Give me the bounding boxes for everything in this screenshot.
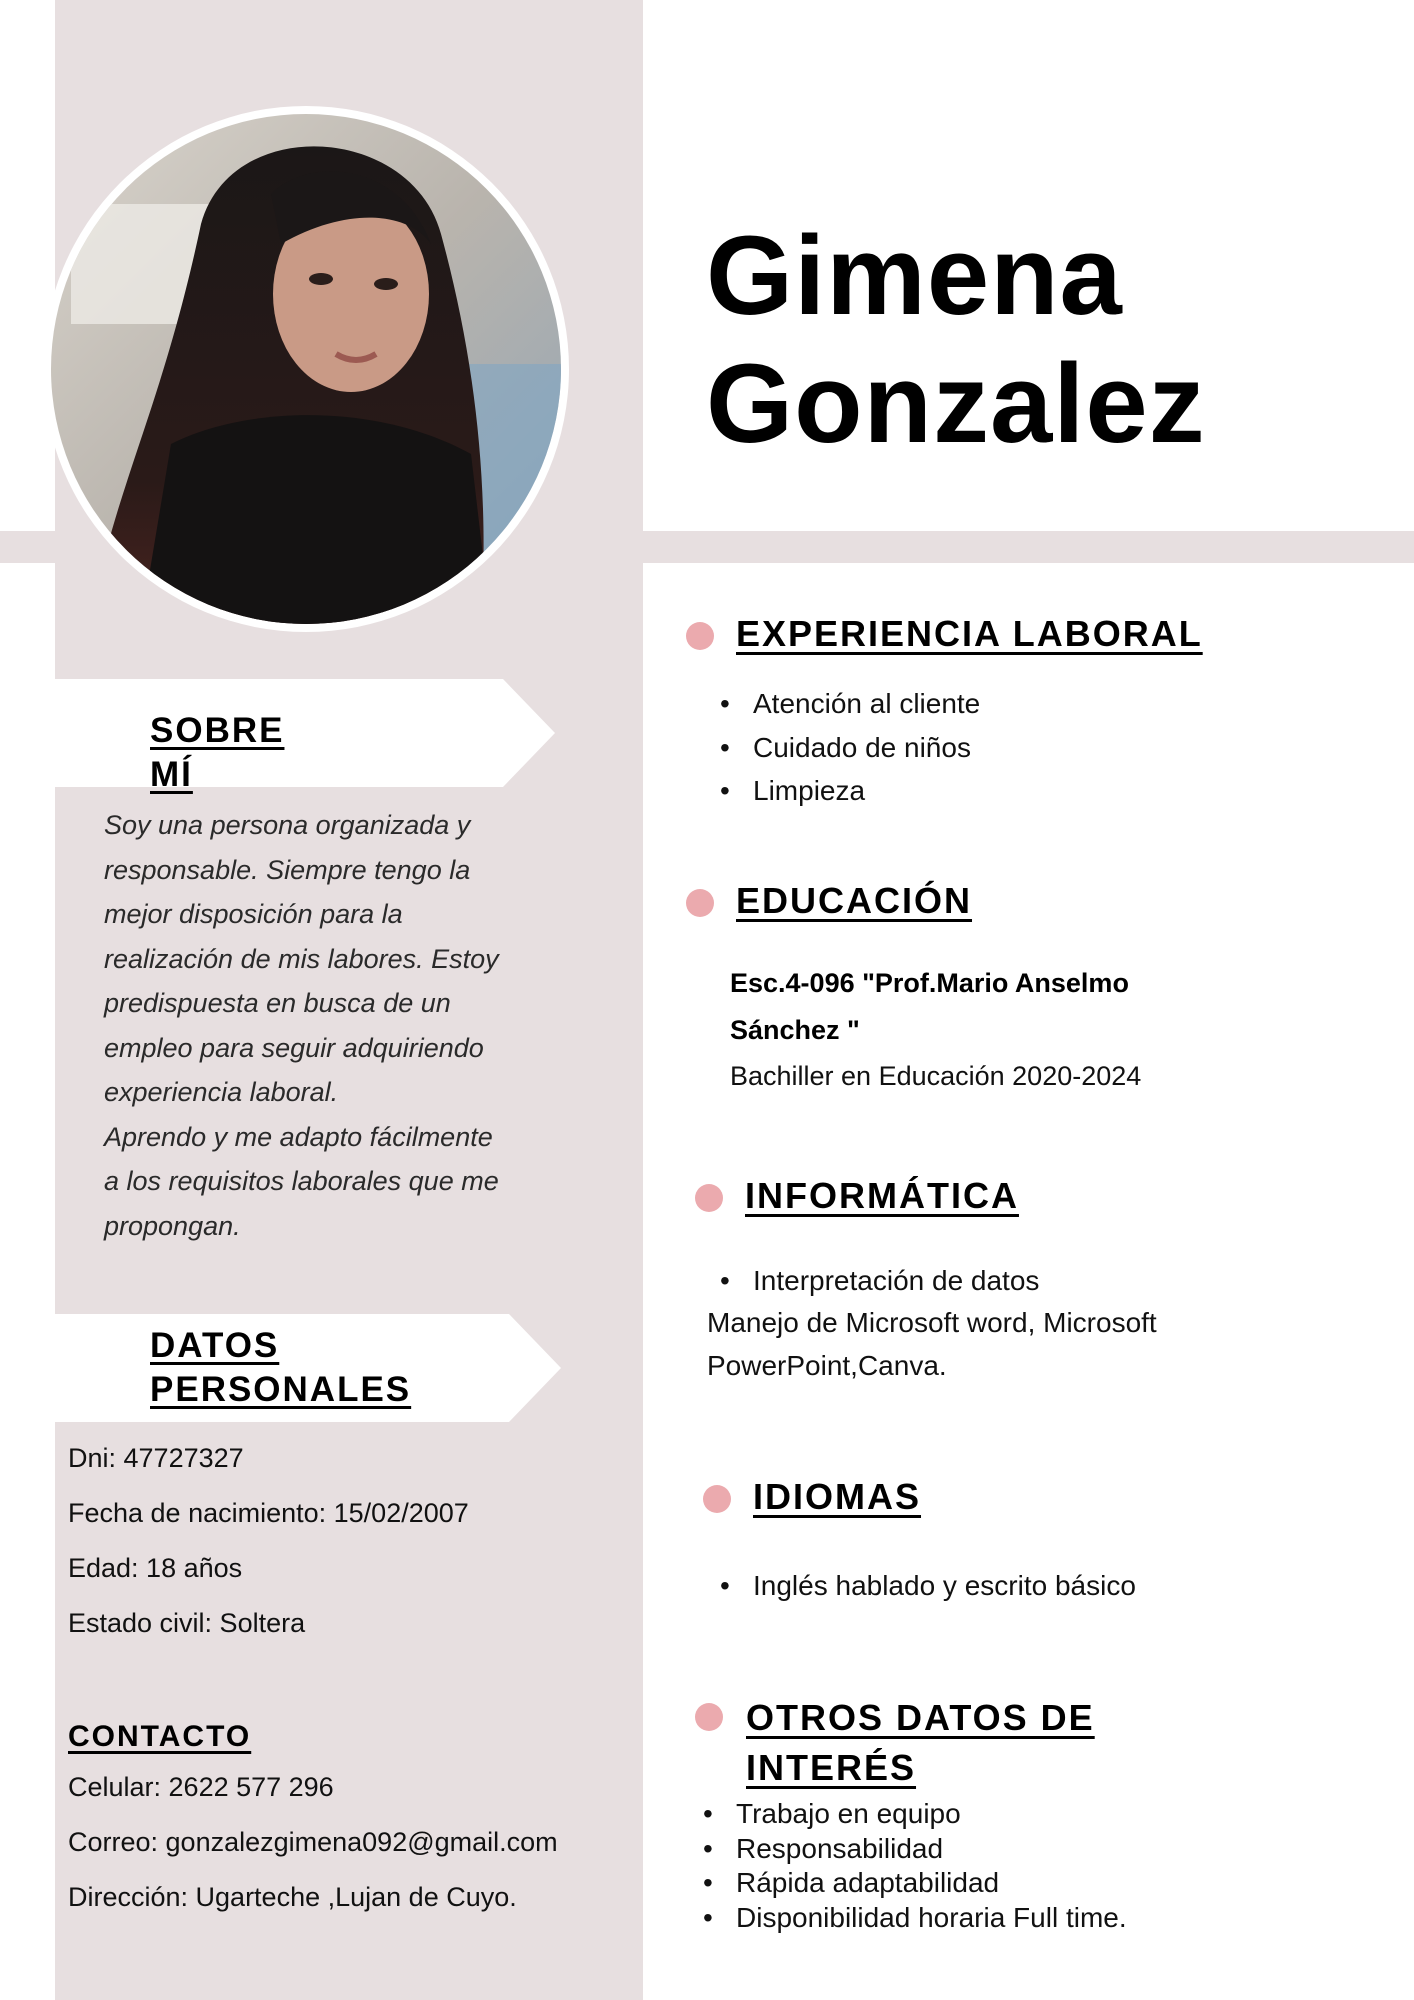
computing-text: Manejo de Microsoft word, Microsoft PowerPoint,Canva.: [707, 1307, 1157, 1381]
profile-photo: [43, 106, 569, 632]
other-list: [703, 1797, 1127, 1935]
last-name: Gonzalez: [706, 341, 1206, 466]
education-degree: Bachiller en Educación 2020-2024: [730, 1061, 1142, 1091]
languages-list: [720, 1564, 1136, 1607]
computing-title: INFORMÁTICA: [745, 1175, 1019, 1216]
experience-title: EXPERIENCIA LABORAL: [736, 613, 1203, 654]
about-text: Soy una persona organizada y responsable. Siempre tengo la mejor disposición para la realización de mis labores. Estoy predispuesta en busca de un empleo para seguir adquiriendo experiencia laboral. Aprendo y me adapto fácilmente a los requisitos laborales que me propongan.: [104, 810, 499, 1241]
header-band-right: [643, 531, 1414, 563]
candidate-name: [706, 212, 1206, 468]
computing-item: • Interpretación de datos: [720, 1259, 1039, 1302]
computing-bullet-dot: [695, 1184, 723, 1212]
experience-item: • Cuidado de niños: [720, 726, 980, 770]
other-title-line2: INTERÉS: [746, 1747, 917, 1788]
profile-photo-image: [51, 114, 561, 624]
other-title-line1: OTROS DATOS DE: [746, 1697, 1095, 1738]
languages-title: IDIOMAS: [753, 1476, 922, 1517]
personal-data: [68, 1441, 469, 1640]
about-title: SOBRE MÍ: [150, 711, 285, 794]
address-value: Dirección: Ugarteche ,Lujan de Cuyo.: [68, 1882, 517, 1912]
language-item: • Inglés hablado y escrito básico: [720, 1564, 1136, 1607]
other-item: • Responsabilidad: [703, 1832, 1127, 1867]
other-bullet-dot: [695, 1703, 723, 1731]
experience-item: • Atención al cliente: [720, 682, 980, 726]
birth-date-value: Fecha de nacimiento: 15/02/2007: [68, 1498, 469, 1528]
phone-value: Celular: 2622 577 296: [68, 1772, 334, 1802]
civil-status-value: Estado civil: Soltera: [68, 1608, 306, 1638]
email-value: Correo: gonzalezgimena092@gmail.com: [68, 1827, 558, 1857]
header-band-left: [0, 531, 55, 563]
age-value: Edad: 18 años: [68, 1553, 243, 1583]
contact-data: [68, 1770, 558, 1914]
education-bullet-dot: [686, 889, 714, 917]
first-name: Gimena: [706, 213, 1123, 338]
computing-list: [720, 1259, 1039, 1302]
other-title: [746, 1693, 1095, 1793]
experience-list: [720, 682, 980, 813]
personal-title-line1: DATOS: [150, 1326, 280, 1365]
experience-item: • Limpieza: [720, 769, 980, 813]
personal-title-line2: PERSONALES: [150, 1370, 412, 1409]
dni-value: Dni: 47727327: [68, 1443, 244, 1473]
education-school: Esc.4-096 "Prof.Mario Anselmo Sánchez ": [730, 968, 1129, 1045]
education-title: EDUCACIÓN: [736, 880, 973, 921]
experience-bullet-dot: [686, 622, 714, 650]
other-item: • Disponibilidad horaria Full time.: [703, 1901, 1127, 1936]
contact-title: CONTACTO: [68, 1720, 252, 1753]
about-tab-shape: [55, 679, 555, 787]
other-item: • Rápida adaptabilidad: [703, 1866, 1127, 1901]
other-item: • Trabajo en equipo: [703, 1797, 1127, 1832]
languages-bullet-dot: [703, 1485, 731, 1513]
personal-title: [150, 1324, 411, 1412]
